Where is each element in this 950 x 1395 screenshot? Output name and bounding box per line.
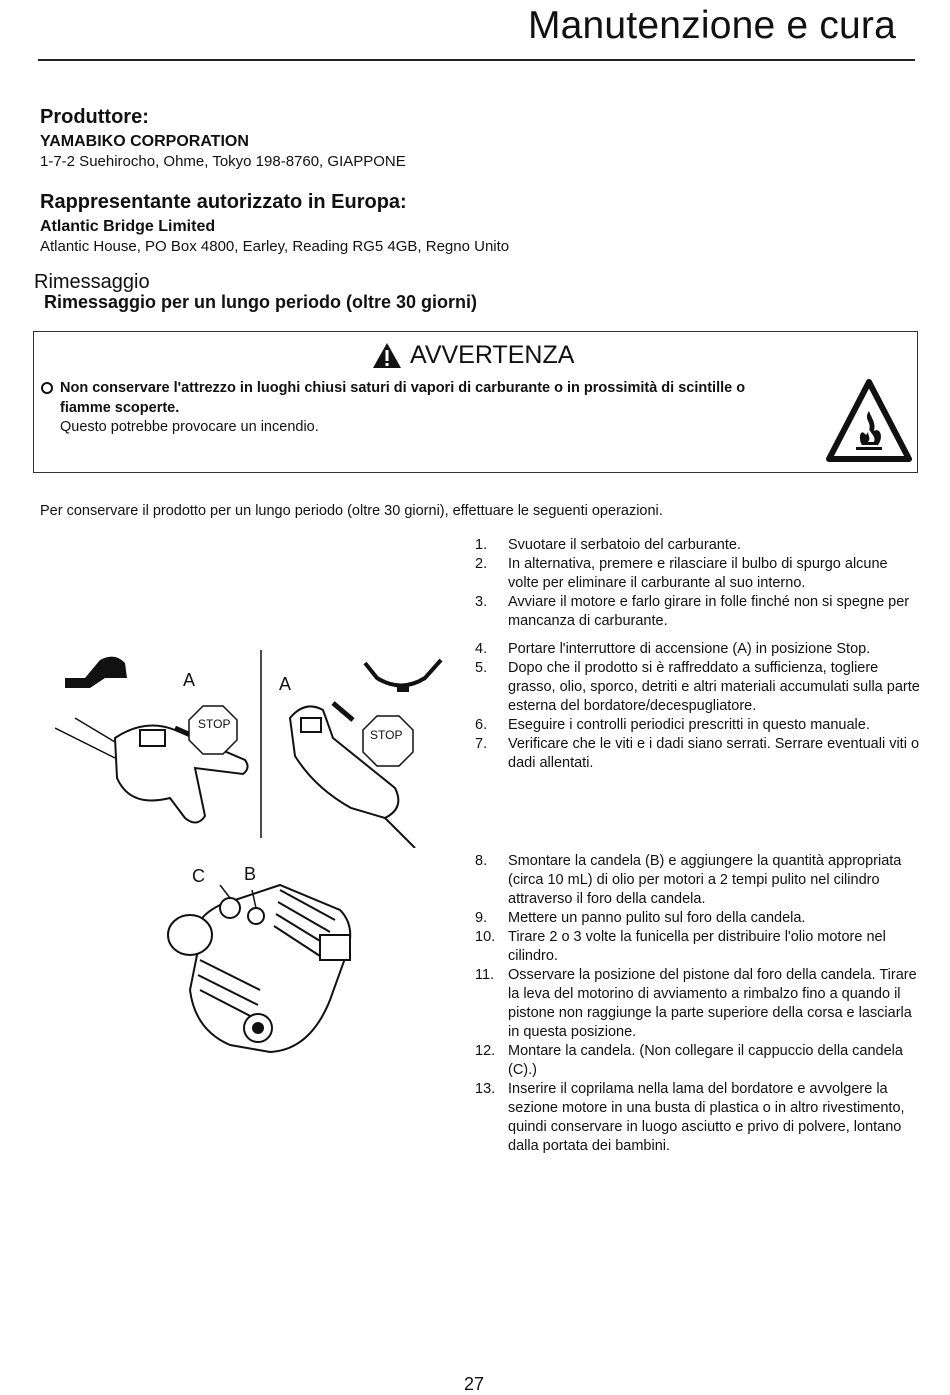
representative-address: Atlantic House, PO Box 4800, Earley, Reading RG5 4GB, Regno Unito — [40, 238, 510, 255]
list-item: 4. Portare l'interruttore di accensione (A) in posizione Stop. — [475, 641, 871, 657]
warning-triangle-icon — [372, 342, 402, 369]
warning-text-line1: Non conservare l'attrezzo in luoghi chiusi saturi di vapori di carburante o in prossimità di scintille o — [60, 380, 746, 396]
engine-figure — [160, 880, 360, 1065]
steps-list-1 — [475, 536, 920, 631]
bullet-icon — [40, 381, 54, 400]
representative-heading: Rappresentante autorizzato in Europa: — [40, 191, 407, 213]
storage-intro: Per conservare il prodotto per un lungo periodo (oltre 30 giorni), effettuare le seguenti operazioni. — [40, 503, 663, 519]
page-title: Manutenzione e cura — [527, 4, 896, 47]
stop-label-left: STOP — [198, 717, 231, 731]
page-number: 27 — [464, 1374, 485, 1394]
list-item: 10. Tirare 2 o 3 volte la funicella per distribuire l'olio motore nel cilindro. — [475, 929, 886, 964]
list-item: 6. Eseguire i controlli periodici prescritti in questo manuale. — [475, 717, 870, 733]
storage-subheading: Rimessaggio per un lungo periodo (oltre 30 giorni) — [44, 292, 478, 312]
warning-text-line2: fiamme scoperte. — [60, 400, 180, 416]
warning-title-text: AVVERTENZA — [410, 341, 575, 369]
warning-title — [372, 341, 574, 370]
fire-warning-icon — [826, 379, 912, 468]
manufacturer-name: YAMABIKO CORPORATION — [40, 133, 249, 150]
list-item: 9. Mettere un panno pulito sul foro della candela. — [475, 910, 806, 926]
list-item: 13. Inserire il coprilama nella lama del bordatore e avvolgere la sezione motore in una busta di plastica o in altro rivestimento, quindi conservare in luogo asciutto e privo di polvere, lontano dalla portata dei bambini. — [475, 1081, 905, 1154]
figure-label-a-right: A — [279, 674, 292, 694]
representative-name: Atlantic Bridge Limited — [40, 218, 216, 235]
steps-list-3 — [475, 852, 920, 1156]
list-item: 5. Dopo che il prodotto si è raffreddato a sufficienza, togliere grasso, olio, sporco, detriti e altri materiali accumulati sulla parte esterna del bordatore/decespugliatore. — [475, 660, 920, 714]
list-item: 2. In alternativa, premere e rilasciare il bulbo di spurgo alcune volte per eliminare il carburante al suo interno. — [475, 556, 888, 591]
header-divider — [38, 59, 915, 61]
figure-label-b: B — [244, 864, 257, 884]
manufacturer-address: 1-7-2 Suehirocho, Ohme, Tokyo 198-8760, GIAPPONE — [40, 153, 406, 170]
storage-heading: Rimessaggio — [34, 271, 150, 293]
list-item: 3. Avviare il motore e farlo girare in folle finché non si spegne per mancanza di carburante. — [475, 594, 910, 629]
list-item: 12. Montare la candela. (Non collegare il cappuccio della candela (C).) — [475, 1043, 903, 1078]
stop-switch-figure — [55, 648, 465, 853]
stop-label-right: STOP — [370, 728, 403, 742]
list-item: 8. Smontare la candela (B) e aggiungere la quantità appropriata (circa 10 mL) di olio per motori a 2 tempi pulito nel cilindro attraverso il foro della candela. — [475, 853, 902, 907]
list-item: 7. Verificare che le viti e i dadi siano serrati. Serrare eventuali viti o dadi allentati. — [475, 736, 920, 771]
figure-label-c: C — [192, 866, 205, 886]
steps-list-2 — [475, 640, 920, 773]
list-item: 11. Osservare la posizione del pistone dal foro della candela. Tirare la leva del motorino di avviamento a rimbalzo fino a quando il pistone non raggiunge la parte superiore della corsa e lasciarla in questa posizione. — [475, 967, 917, 1040]
figure-label-a-left: A — [183, 670, 196, 690]
warning-note: Questo potrebbe provocare un incendio. — [60, 419, 319, 435]
list-item: 1. Svuotare il serbatoio del carburante. — [475, 537, 741, 553]
manufacturer-heading: Produttore: — [40, 106, 149, 128]
